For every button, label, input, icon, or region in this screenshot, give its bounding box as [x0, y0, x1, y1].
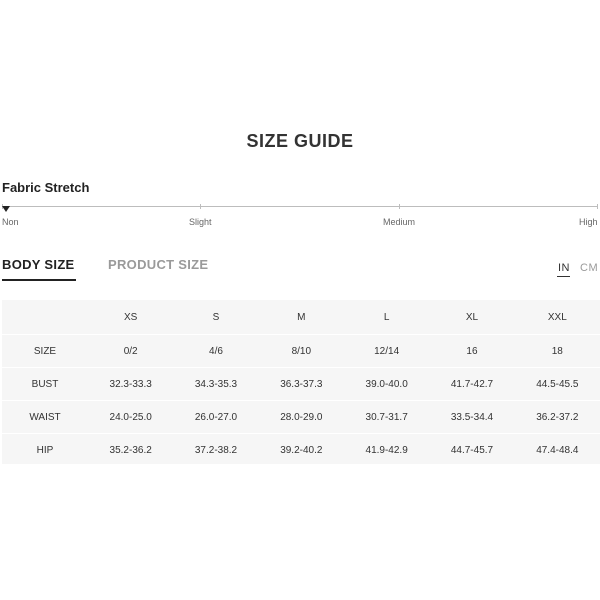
row-label: HIP	[36, 444, 54, 456]
active-unit-underline	[557, 276, 570, 277]
table-cell: 33.5-34.4	[429, 401, 514, 434]
table-cell: 41.9-42.9	[365, 444, 408, 456]
table-cell: 32.3-33.3	[88, 368, 173, 401]
table-cell: 0/2	[88, 335, 173, 368]
table-cell: 44.7-45.7	[450, 444, 494, 456]
table-cell: 37.2-38.2	[194, 444, 238, 456]
table-corner-cell	[2, 300, 88, 335]
table-row	[2, 368, 600, 401]
table-cell: 44.5-45.5	[515, 368, 600, 401]
table-cell: 35.2-36.2	[109, 444, 152, 456]
column-header: XXL	[515, 300, 600, 335]
fabric-stretch-label: Fabric Stretch	[2, 180, 90, 195]
column-header: XL	[429, 300, 514, 335]
tab-body-size[interactable]: BODY SIZE	[2, 257, 75, 272]
column-header: S	[173, 300, 258, 335]
stretch-level-slight: Slight	[189, 217, 212, 227]
table-cell: 4/6	[173, 335, 258, 368]
table-cell: 24.0-25.0	[88, 401, 173, 434]
stretch-level-non: Non	[2, 217, 19, 227]
table-cell: 36.3-37.3	[259, 368, 344, 401]
column-header: M	[259, 300, 344, 335]
table-row	[2, 434, 600, 467]
table-cell: 30.7-31.7	[344, 401, 429, 434]
table-row	[2, 335, 600, 368]
stretch-level-high: High	[579, 217, 598, 227]
table-cell: 8/10	[259, 335, 344, 368]
table-cell: 36.2-37.2	[515, 401, 600, 434]
stretch-marker-icon	[2, 206, 10, 212]
table-cell: 26.0-27.0	[173, 401, 258, 434]
column-header: L	[344, 300, 429, 335]
table-cell: 41.7-42.7	[429, 368, 514, 401]
row-label: SIZE	[2, 335, 88, 368]
tab-product-size[interactable]: PRODUCT SIZE	[108, 257, 209, 272]
stretch-level-medium: Medium	[383, 217, 416, 227]
unit-toggle-in[interactable]: IN	[558, 262, 570, 274]
stretch-tick-slight	[200, 204, 201, 209]
table-cell: 16	[429, 335, 514, 368]
column-header: XS	[88, 300, 173, 335]
fabric-stretch-scale	[2, 206, 598, 207]
table-cell: 47.4-48.4	[536, 444, 579, 456]
table-cell: 18	[515, 335, 600, 368]
row-label: BUST	[2, 368, 88, 401]
row-label: WAIST	[2, 401, 88, 434]
table-header-row	[2, 300, 600, 335]
stretch-tick-high	[597, 204, 598, 209]
table-cell: 28.0-29.0	[259, 401, 344, 434]
active-tab-underline	[2, 279, 76, 281]
table-cell: 12/14	[344, 335, 429, 368]
table-cell: 39.2-40.2	[280, 444, 323, 456]
page-title: SIZE GUIDE	[246, 131, 354, 151]
stretch-tick-medium	[399, 204, 400, 209]
table-cell: 39.0-40.0	[344, 368, 429, 401]
table-row	[2, 401, 600, 434]
unit-toggle-cm[interactable]: CM	[580, 262, 599, 274]
size-table	[2, 300, 600, 464]
table-cell: 34.3-35.3	[173, 368, 258, 401]
